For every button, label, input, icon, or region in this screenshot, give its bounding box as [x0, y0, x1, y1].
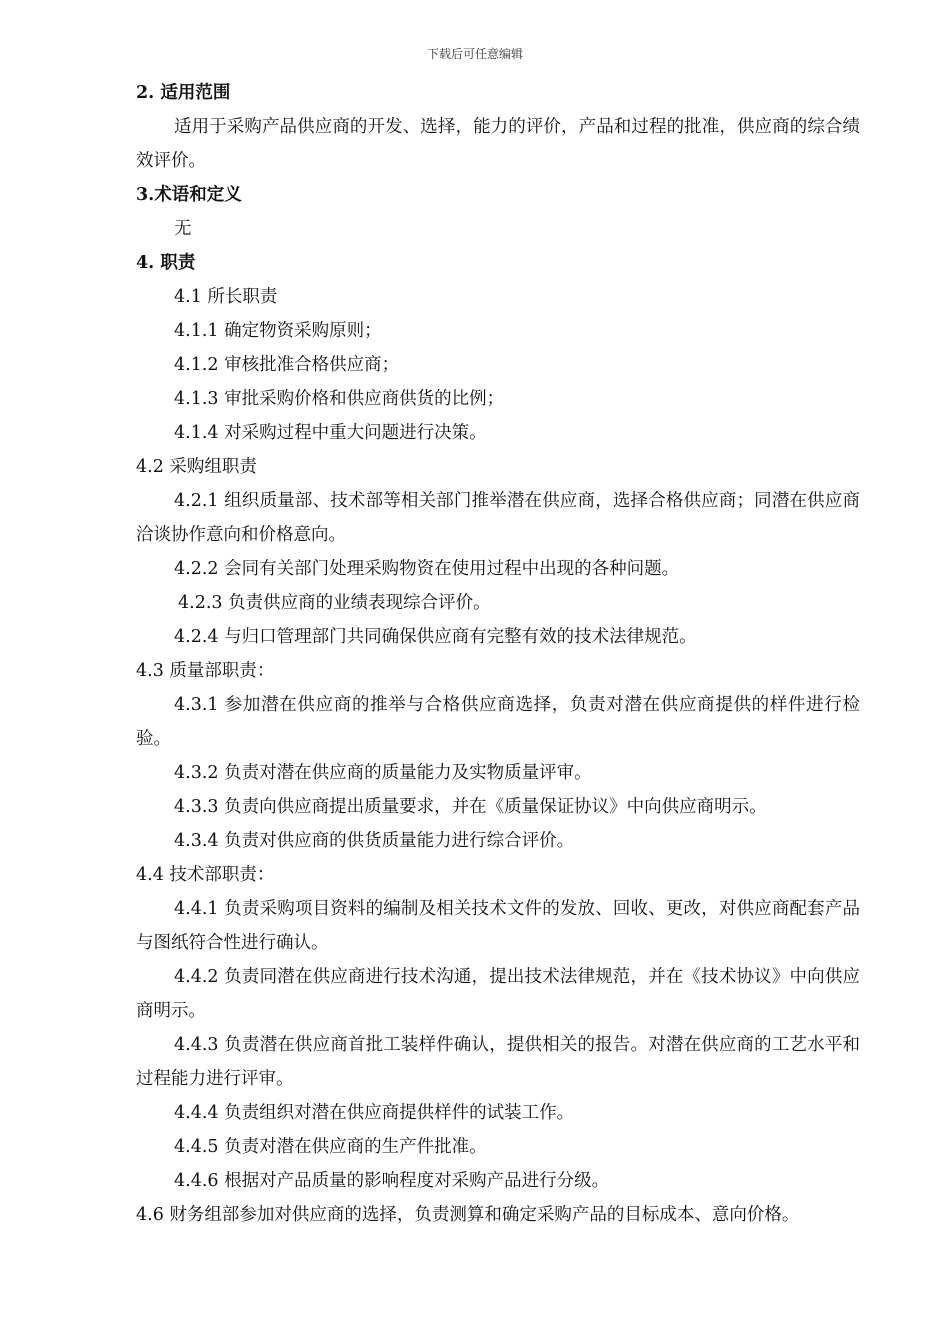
page-header: 下载后可任意编辑 — [426, 47, 523, 61]
paragraph-4-3-4: 4.3.4 负责对供应商的供货质量能力进行综合评价。 — [174, 831, 575, 851]
document-body — [136, 76, 860, 1232]
paragraph-4-4: 4.4 技术部职责： — [136, 865, 275, 885]
paragraph-4-3: 4.3 质量部职责： — [136, 661, 275, 681]
paragraph-4-2-3: 4.2.3 负责供应商的业绩表现综合评价。 — [178, 593, 491, 613]
paragraph-4-4-6: 4.4.6 根据对产品质量的影响程度对采购产品进行分级。 — [174, 1171, 610, 1191]
paragraph-4-4-4: 4.4.4 负责组织对潜在供应商提供样件的试装工作。 — [174, 1103, 575, 1123]
paragraph-4-2: 4.2 采购组职责 — [136, 457, 257, 477]
paragraph-4-1-1: 4.1.1 确定物资采购原则； — [174, 321, 382, 341]
paragraph-4-1: 4.1 所长职责 — [174, 287, 278, 307]
section-heading-duties: 4. 职责 — [136, 253, 196, 273]
paragraph-4-4-2: 4.4.2 负责同潜在供应商进行技术沟通，提出技术法律规范，并在《技术协议》中向供应商明示。 — [136, 967, 860, 1021]
paragraph-4-1-2: 4.1.2 审核批准合格供应商； — [174, 355, 400, 375]
paragraph-4-4-3: 4.4.3 负责潜在供应商首批工装样件确认，提供相关的报告。对潜在供应商的工艺水平和过程能力进行评审。 — [136, 1035, 860, 1089]
paragraph-scope-text: 适用于采购产品供应商的开发、选择，能力的评价，产品和过程的批准，供应商的综合绩效评价。 — [136, 117, 860, 171]
paragraph-terms-text: 无 — [174, 219, 192, 239]
section-heading-scope: 2. 适用范围 — [136, 83, 231, 103]
section-heading-terms: 3.术语和定义 — [136, 185, 242, 205]
paragraph-4-1-3: 4.1.3 审批采购价格和供应商供货的比例； — [174, 389, 505, 409]
paragraph-4-3-2: 4.3.2 负责对潜在供应商的质量能力及实物质量评审。 — [174, 763, 592, 783]
paragraph-4-2-4: 4.2.4 与归口管理部门共同确保供应商有完整有效的技术法律规范。 — [174, 627, 697, 647]
paragraph-4-1-4: 4.1.4 对采购过程中重大问题进行决策。 — [174, 423, 487, 443]
paragraph-4-2-1: 4.2.1 组织质量部、技术部等相关部门推举潜在供应商，选择合格供应商；同潜在供应商洽谈协作意向和价格意向。 — [136, 491, 860, 545]
paragraph-4-4-1: 4.4.1 负责采购项目资料的编制及相关技术文件的发放、回收、更改，对供应商配套产品与图纸符合性进行确认。 — [136, 899, 860, 953]
paragraph-4-3-1: 4.3.1 参加潜在供应商的推举与合格供应商选择，负责对潜在供应商提供的样件进行检验。 — [136, 695, 860, 749]
paragraph-4-4-5: 4.4.5 负责对潜在供应商的生产件批准。 — [174, 1137, 487, 1157]
paragraph-4-2-2: 4.2.2 会同有关部门处理采购物资在使用过程中出现的各种问题。 — [174, 559, 680, 579]
paragraph-4-3-3: 4.3.3 负责向供应商提出质量要求，并在《质量保证协议》中向供应商明示。 — [174, 797, 767, 817]
paragraph-4-6: 4.6 财务组部参加对供应商的选择，负责测算和确定采购产品的目标成本、意向价格。 — [136, 1205, 800, 1225]
